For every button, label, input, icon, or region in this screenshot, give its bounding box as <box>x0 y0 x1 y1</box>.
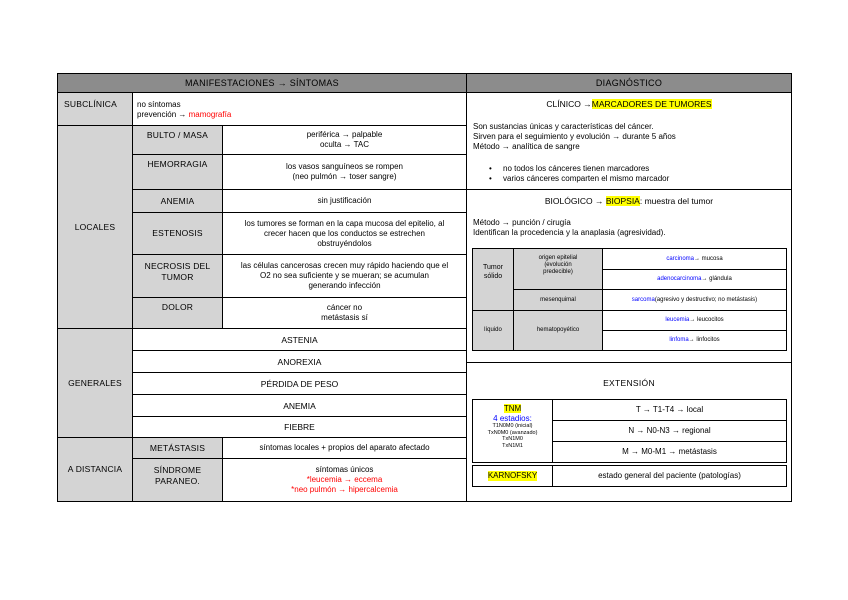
fiebre-cell: FIEBRE <box>132 416 467 438</box>
clinico-line2: Sirven para el seguimiento y evolución → durante 5 años <box>473 132 676 141</box>
locales-label: LOCALES <box>57 125 133 329</box>
manifestaciones-header: MANIFESTACIONES → SÍNTOMAS <box>57 73 467 93</box>
astenia-cell: ASTENIA <box>132 328 467 351</box>
sindrome-label: SÍNDROME PARANEO. <box>132 458 223 502</box>
hematopoyetico-cell: hematopoyético <box>513 310 603 351</box>
dolor-label: DOLOR <box>132 297 223 329</box>
tnm-estadios: 4 estadios: <box>493 414 532 423</box>
clinico-bullet2: • varios cánceres comparten el mismo marcador <box>489 174 670 183</box>
hemorragia-label: HEMORRAGIA <box>132 154 223 190</box>
bullet-icon: • <box>489 164 492 173</box>
biologico-title: BIOLÓGICO → BIOPSIA: muestra del tumor <box>544 196 714 206</box>
marcadores-tumores-highlight: MARCADORES DE TUMORES <box>591 99 712 109</box>
karnofsky-text-cell: estado general del paciente (patologías) <box>552 465 787 487</box>
clinico-line3: Método → analítica de sangre <box>473 142 580 151</box>
leucemia-cell: leucemia → leucocitos <box>602 310 787 331</box>
carcinoma-cell: carcinoma → mucosa <box>602 248 787 270</box>
sarcoma-cell: sarcoma (agresivo y destructivo; no metástasis) <box>602 289 787 311</box>
bulto-masa-cell: periférica → palpable oculta → TAC <box>222 125 467 155</box>
subclinica-cell <box>132 92 467 126</box>
metastasis-cell: síntomas locales + propios del aparato afectado <box>222 437 467 459</box>
necrosis-label: NECROSIS DEL TUMOR <box>132 254 223 298</box>
biologico-line2: Identifican la procedencia y la anaplasia (agresividad). <box>473 228 666 237</box>
clinico-line1: Son sustancias únicas y características del cáncer. <box>473 122 654 131</box>
tnm-n-cell: N → N0-N3 → regional <box>552 420 787 442</box>
biopsia-highlight: BIOPSIA <box>605 196 640 206</box>
clinico-bullet1: • no todos los cánceres tienen marcadores <box>489 164 650 173</box>
diagnostico-header: DIAGNÓSTICO <box>466 73 792 93</box>
a-distancia-label: A DISTANCIA <box>57 437 133 502</box>
anemia-local-cell: sin justificación <box>222 189 467 213</box>
origen-epitelial-cell: origen epitelial (evolución predecible) <box>513 248 603 290</box>
perdida-peso-cell: PÉRDIDA DE PESO <box>132 372 467 395</box>
anorexia-cell: ANOREXIA <box>132 350 467 373</box>
mamografia-text: mamografía <box>188 110 232 119</box>
tnm-cell: TNM 4 estadios: T1N0M0 (inicial) TxN0M0 (avanzado) TxN1M0 TxN1M1 <box>472 399 553 463</box>
biologico-line1: Método → punción / cirugía <box>473 218 571 227</box>
subclinica-line2: prevención → mamografía <box>137 110 232 119</box>
clinico-title: CLÍNICO →MARCADORES DE TUMORES <box>546 99 712 109</box>
tnm-highlight: TNM <box>503 404 522 413</box>
karnofsky-highlight: KARNOFSKY <box>487 471 538 480</box>
adenocarcinoma-cell: adenocarcinoma → glándula <box>602 269 787 290</box>
tnm-t-cell: T → T1-T4 → local <box>552 399 787 421</box>
necrosis-cell: las células cancerosas crecen muy rápido haciendo que el O2 no sea suficiente y se mueran; se acumulan generando infección <box>222 254 467 298</box>
tnm-m-cell: M → M0-M1 → metástasis <box>552 441 787 463</box>
bulto-masa-label: BULTO / MASA <box>132 125 223 155</box>
sindrome-cell: síntomas únicos *leucemia → eccema *neo pulmón → hipercalcemia <box>222 458 467 502</box>
tumor-solido-cell: Tumor sólido <box>472 248 514 311</box>
generales-label: GENERALES <box>57 328 133 438</box>
subclinica-line1: no síntomas <box>137 100 181 109</box>
bullet-icon: • <box>489 174 492 183</box>
karnofsky-cell <box>472 465 553 487</box>
subclinica-label: SUBCLÍNICA <box>57 92 133 126</box>
estenosis-label: ESTENOSIS <box>132 212 223 255</box>
mesenquimal-cell: mesenquimal <box>513 289 603 311</box>
clinico-cell <box>466 92 792 190</box>
extension-title: EXTENSIÓN <box>603 378 655 388</box>
anemia-general-cell: ANEMIA <box>132 394 467 417</box>
metastasis-label: METÁSTASIS <box>132 437 223 459</box>
anemia-local-label: ANEMIA <box>132 189 223 213</box>
linfoma-cell: linfoma → linfocitos <box>602 330 787 351</box>
dolor-cell: cáncer no metástasis sí <box>222 297 467 329</box>
estenosis-cell: los tumores se forman en la capa mucosa del epitelio, al crecer hacen que los conductos se estrechen obstruyéndolos <box>222 212 467 255</box>
liquido-cell: líquido <box>472 310 514 351</box>
hemorragia-cell: los vasos sanguíneos se rompen (neo pulmón → toser sangre) <box>222 154 467 190</box>
